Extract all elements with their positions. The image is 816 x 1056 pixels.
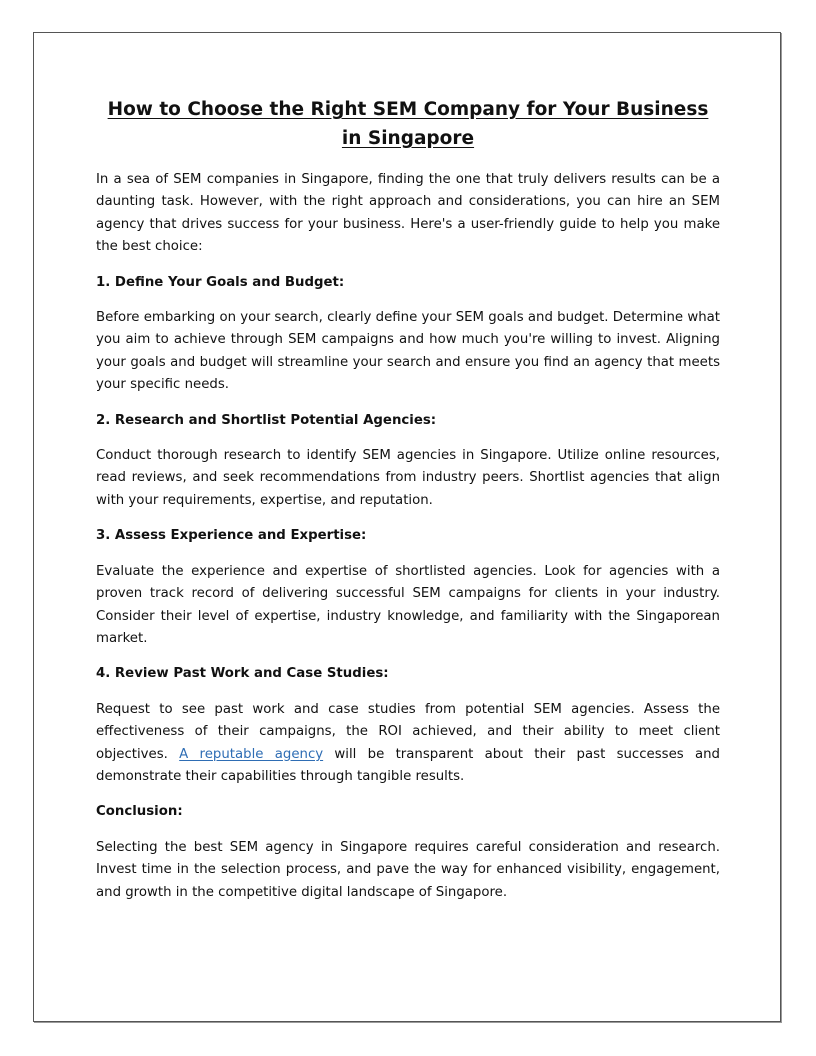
section-heading-experience: 3. Assess Experience and Expertise: (96, 528, 367, 544)
section-body-goals: Before embarking on your search, clearly define your SEM goals and budget. Determine what you aim to achieve through SEM campaigns and how much you're willing to invest. Aligning your goals and budget will streamline your search and ensure you find an agency that meets your specific needs. (96, 310, 720, 393)
section-body-research: Conduct thorough research to identify SEM agencies in Singapore. Utilize online resources, read reviews, and seek recommendations from industry peers. Shortlist agencies that align with your requirements, expertise, and reputation. (96, 448, 720, 508)
conclusion-body: Selecting the best SEM agency in Singapore requires careful consideration and research. Invest time in the selection process, and pave the way for enhanced visibility, engagement, and growth in the competitive digital landscape of Singapore. (96, 839, 720, 900)
section-heading-goals: 1. Define Your Goals and Budget: (96, 274, 345, 290)
past-work-text-after-link: will be transparent about their past successes and demonstrate their capabilities through tangible results. (96, 746, 720, 784)
section-heading-past-work: 4. Review Past Work and Case Studies: (96, 666, 389, 682)
page-title: How to Choose the Right SEM Company for Your Business in Singapore (107, 99, 709, 149)
past-work-text-before-link: Request to see past work and case studies from potential SEM agencies. Assess the effectiveness of their campaigns, the ROI achieved, and their ability to meet client objectives. (96, 701, 720, 762)
document-body (96, 95, 720, 917)
intro-paragraph: In a sea of SEM companies in Singapore, finding the one that truly delivers results can be a daunting task. However, with the right approach and considerations, you can hire an SEM agency that drives success for your business. Here's a user-friendly guide to help you make the best choice: (96, 172, 720, 255)
section-body-experience: Evaluate the experience and expertise of shortlisted agencies. Look for agencies with a proven track record of delivering successful SEM campaigns for clients in your industry. Consider their level of expertise, industry knowledge, and familiarity with the Singaporean market. (96, 563, 720, 646)
reputable-agency-link[interactable]: A reputable agency (179, 746, 324, 762)
section-heading-research: 2. Research and Shortlist Potential Agencies: (96, 412, 437, 428)
conclusion-heading: Conclusion: (96, 804, 183, 820)
section-body-past-work (96, 699, 720, 789)
